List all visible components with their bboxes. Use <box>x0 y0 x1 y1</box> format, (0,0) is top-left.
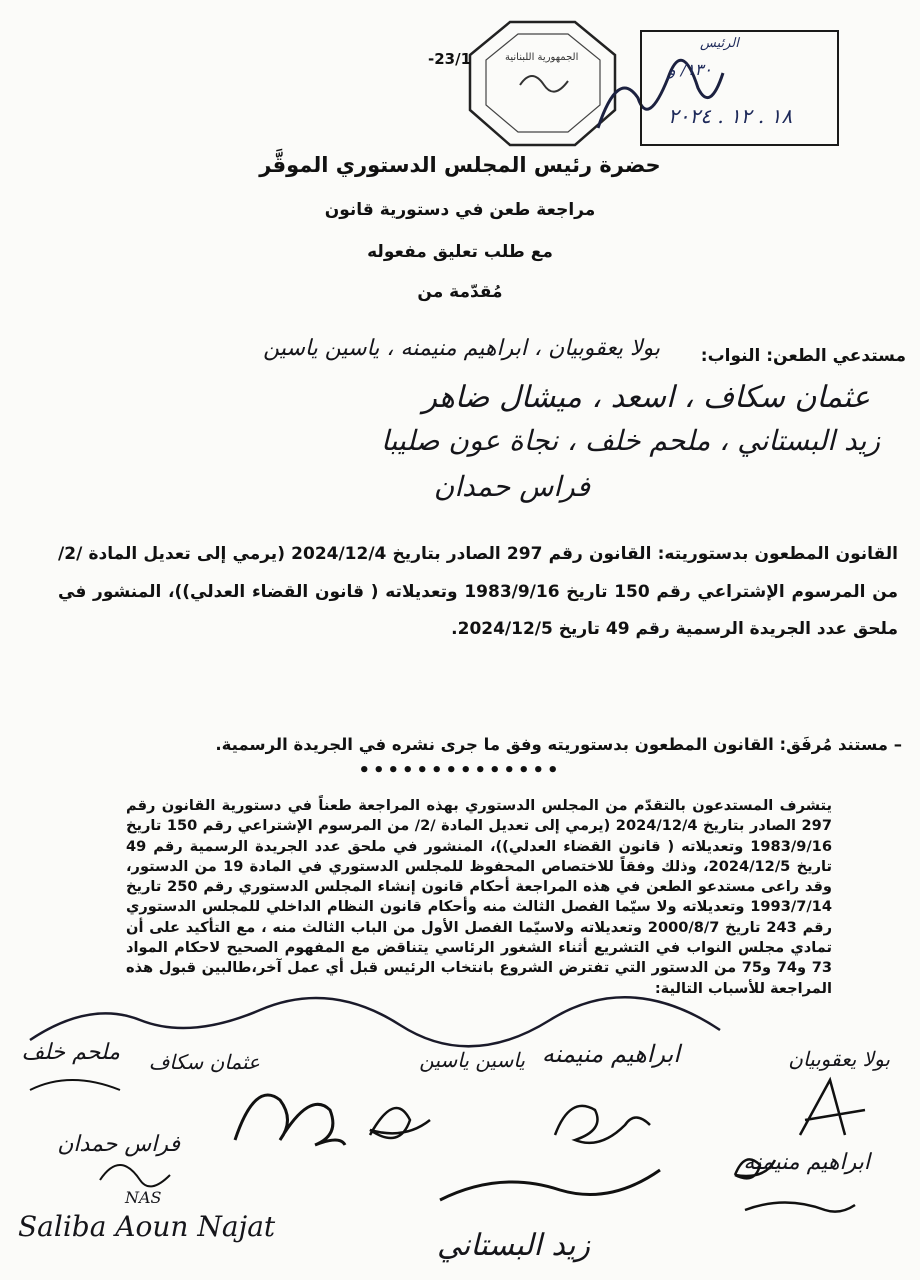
received-stamp-box <box>640 30 839 146</box>
signature-name: ملحم خلف <box>21 1040 120 1065</box>
document-reference: -23/1 <box>428 50 472 68</box>
signature-name: Saliba Aoun Najat <box>18 1210 276 1243</box>
contested-law-label: القانون المطعون بدستوريته: <box>657 544 899 564</box>
round-seal-text: الجمهورية اللبنانية <box>505 52 579 63</box>
signature-name: NAS <box>125 1188 162 1207</box>
contested-law-block <box>58 536 898 649</box>
signature-scribble-3 <box>555 1106 650 1143</box>
submitted-by: مُقدّمة من <box>417 282 503 302</box>
signature-scribble-7 <box>440 1170 660 1200</box>
petitioners-line-1: بولا يعقوبيان ، ابراهيم منيمنه ، ياسين ياسين <box>263 336 660 361</box>
petitioners-label: مستدعي الطعن: النواب: <box>700 346 906 366</box>
subject-title: مراجعة طعن في دستورية قانون <box>324 200 596 220</box>
body-paragraph: يتشرف المستدعون بالتقدّم من المجلس الدستوري بهذه المراجعة طعناً في دستورية القانون رقم 297 الصادر بتاريخ 2024/12/4 (يرمي إلى تعديل المادة /2/ من المرسوم الإشتراعي رقم 150 تاريخ 1983/9/16 وتعديلاته ( قانون القضاء العدلي))، المنشور في ملحق عدد الجريدة الرسمية رقم 49 تاريخ 2024/12/5، وذلك وفقاً للاختصاص المحفوظ للمجلس الدستوري في المادة 19 من الدستور، وقد راعى مستدعو الطعن في هذه المراجعة أحكام قانون إنشاء المجلس الدستوري رقم 250 تاريخ 1993/7/14 وتعديلاته ولا سيّما الفصل الثالث منه وأحكام قانون النظام الداخلي للمجلس الدستوري رقم 243 تاريخ 2000/8/7 وتعديلاته ولاسيّما الفصل الأول من الباب الثالث منه ، مع التأكيد على أن تمادي مجلس النواب في التشريع أثناء الشغور الرئاسي يتناقض مع المفهوم الصحيح لاحكام المواد 73 و74 و75 من الدستور التي تفترض الشروع بانتخاب الرئيس قبل أي عمل آخر،طالبين قبول هذه المراجعة للأسباب التالية: <box>126 797 833 997</box>
signature-name: عثمان سكاف <box>148 1050 260 1074</box>
signature-name: ابراهيم منيمنه <box>541 1040 680 1068</box>
signature-name: ابراهيم منيمنه <box>743 1150 870 1175</box>
petitioners-line-3: زيد البستاني ، ملحم خلف ، نجاة عون صليبا <box>381 424 880 457</box>
suspension-request: مع طلب تعليق مفعوله <box>367 242 553 262</box>
signature-name: زيد البستاني <box>437 1228 590 1263</box>
signature-scribble-2 <box>370 1108 430 1138</box>
signature-scribble-6 <box>745 1203 855 1212</box>
petitioners-line-2: عثمان سكاف ، اسعد ، ميشال ضاهر <box>422 380 870 415</box>
contested-law-text: القانون رقم 297 الصادر بتاريخ 2024/12/4 (يرمي إلى تعديل المادة /2/ من المرسوم الإشتراعي رقم 150 تاريخ 1983/9/16 وتعديلاته ( قانون القضاء العدلي))، المنشور في ملحق عدد الجريدة الرسمية رقم 49 تاريخ 2024/12/5. <box>58 544 899 639</box>
separator-dots: •••••••••••••• <box>358 760 562 781</box>
stamp-received-label: الرئيس <box>700 36 739 51</box>
petitioners-line-4: فراس حمدان <box>433 470 590 503</box>
stamp-date: ١٨ . ١٢ . ٢٠٢٤ <box>668 104 793 128</box>
signature-scribble-4 <box>800 1080 865 1135</box>
signature-name: ياسين ياسين <box>419 1048 525 1072</box>
signature-name: بولا يعقوبيان <box>788 1047 890 1071</box>
attachment-note: – مستند مُرفَق: القانون المطعون بدستوريته وفق ما جرى نشره في الجريدة الرسمية. <box>215 735 902 754</box>
signature-scribble-1 <box>235 1095 345 1145</box>
signature-name: فراس حمدان <box>57 1132 180 1157</box>
addressee-title: حضرة رئيس المجلس الدستوري الموقَّر <box>259 153 661 177</box>
stamp-number: ١٣٠/ و <box>668 60 712 79</box>
